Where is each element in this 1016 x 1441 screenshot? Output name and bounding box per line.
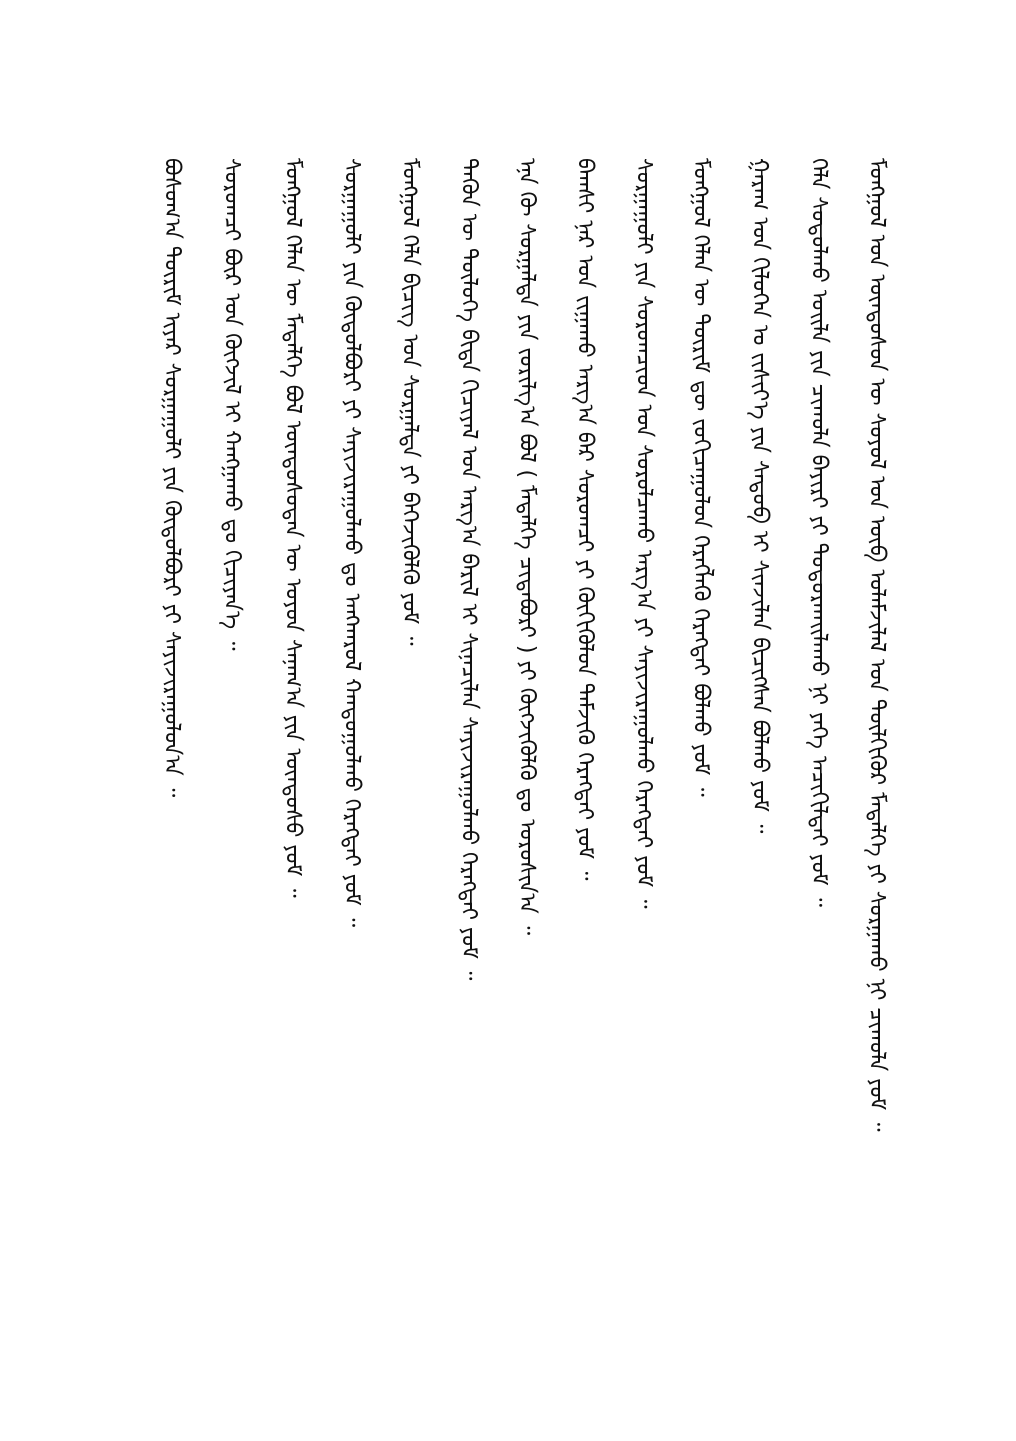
text-line: ᠮᠣᠩᠭᠣᠯ ᠬᠡᠯᠡᠨ ᠦ ᠳᠦᠷᠢᠮ ᠳᠦ ᠵᠣᠬᠢᠴᠠᠭᠤᠯᠤᠨ ᠬᠡᠷᠡᠭᠯᠡᠬᠦ ᠬᠡᠷᠡᠭᠲᠡᠢ ᠪᠣᠯᠬᠣ ᠶᠤᠮ ᠃ [688, 158, 713, 797]
text-line: ᠰᠤᠷᠭᠠᠭᠤᠯᠢ ᠶᠢᠨ ᠬᠥᠲᠥᠯᠪᠦᠷᠢ ᠶᠢ ᠰᠠᠶᠢᠵᠢᠷᠠᠭᠤᠯᠬᠤ ᠳᠤ ᠠᠩᠬᠠᠷᠤᠯ ᠬᠠᠨᠳᠤᠭᠤᠯᠬᠤ ᠬᠡᠷᠡᠭᠲᠡᠢ ᠶᠤᠮ ᠃ [339, 158, 364, 928]
text-line: ᠪᠣᠰᠤᠭ᠎ᠠ ᠳᠦᠷᠢᠮ ᠢᠶᠡᠷ ᠰᠤᠷᠭᠠᠭᠤᠯᠢ ᠶᠢᠨ ᠬᠥᠲᠥᠯᠪᠦᠷᠢ ᠶᠢ ᠰᠠᠶᠢᠵᠢᠷᠠᠭᠤᠯᠤᠨ᠎ᠠ ᠃ [159, 158, 184, 798]
text-line: ᠰᠤᠷᠤᠭᠴᠢ ᠪᠦᠷ ᠤᠨ ᠬᠥᠭᠵᠢᠯ ᠢ ᠬᠠᠩᠭᠠᠬᠤ ᠳᠤ ᠬᠢᠴᠢᠶᠡᠨ᠎ᠡ ᠃ [219, 158, 244, 651]
text-line: ᠲᠡᠭᠦᠨ ᠦ ᠲᠥᠯᠦᠭᠡ ᠪᠢᠳᠡ ᠬᠢᠴᠢᠶᠡᠯ ᠤᠨ ᠠᠷᠭ᠎ᠠ ᠪᠠᠷᠢᠯ ᠢ ᠰᠢᠨᠡᠴᠢᠯᠡᠨ ᠰᠠᠶᠢᠵᠢᠷᠠᠭᠤᠯᠬᠤ ᠬᠡᠷᠡᠭᠲᠡᠢ ᠶᠤᠮ ᠃ [456, 158, 481, 981]
text-line: ᠮᠣᠩᠭᠣᠯ ᠬᠡᠯᠡ ᠪᠢᠴᠢᠭ ᠤᠨ ᠰᠤᠷᠭᠠᠯᠲᠠ ᠶᠢ ᠪᠡᠬᠡᠵᠢᠭᠦᠯᠬᠦ ᠶᠤᠮ ᠃ [397, 158, 422, 646]
text-line: ᠮᠣᠩᠭᠣᠯ ᠤᠨ ᠦᠨᠳᠦᠰᠦᠨ ᠦ ᠰᠣᠶᠣᠯ ᠤᠨ ᠦᠪ ᠤᠯᠠᠮᠵᠢᠯᠠᠯ ᠤᠨ ᠲᠦᠯᠬᠢᠭᠦᠷ ᠮᠡᠳᠡᠯᠭᠡ ᠶᠢ ᠰᠤᠷᠭᠠᠬᠤ ᠨᠢ ᠴᠢᠬᠤᠯᠠ ᠶᠤᠮ ᠃ [864, 158, 889, 1132]
text-line: ᠮᠣᠩᠭᠣᠯ ᠬᠡᠯᠡᠨ ᠦ ᠮᠡᠳᠡᠯᠭᠡ ᠪᠣᠯ ᠦᠨᠳᠦᠰᠦᠲᠡᠨ ᠦ ᠣᠶᠤᠨ ᠰᠠᠨᠠᠭ᠎ᠠ ᠶᠢᠨ ᠦᠨᠳᠦᠰᠦ ᠶᠤᠮ ᠃ [280, 158, 305, 898]
text-block [128, 158, 888, 1258]
text-line: ᠭᠠᠷᠠᠭ ᠤᠨ ᠬᠢᠯᠦᠬᠡᠨ ᠤ ᠵᠢᠰᠢᠶ᠎ᠡ ᠶᠢᠨ ᠰᠡᠳᠦᠪ ᠢ ᠰᠢᠨᠵᠢᠯᠡᠨ ᠪᠢᠴᠢᠭᠰᠡᠨ ᠪᠣᠯᠬᠣ ᠶᠤᠮ ᠃ [747, 158, 772, 834]
text-line: ᠪᠠᠭᠰᠢ ᠨᠠᠷ ᠤᠨ ᠵᠢᠭᠠᠬᠤ ᠠᠷᠭ᠎ᠠ ᠪᠡᠷ ᠰᠤᠷᠤᠭᠴᠢ ᠶᠢ ᠬᠥᠬᠢᠭᠦᠯᠦᠨ ᠳᠡᠮᠵᠢᠬᠦ ᠬᠡᠷᠡᠭᠲᠡᠢ ᠶᠤᠮ ᠃ [572, 158, 597, 881]
text-line: ᠬᠡᠯᠡ ᠰᠤᠳᠤᠯᠬᠤ ᠤᠢᠯᠡ ᠶᠢᠨ ᠴᠢᠬᠤᠯᠠ ᠪᠠᠶᠢᠷᠢ ᠶᠢ ᠲᠣᠳᠣᠷᠬᠠᠢᠯᠠᠬᠤ ᠨᠢ ᠶᠡᠬᠡ ᠠᠴᠢᠬᠢᠯᠲᠠᠢ ᠶᠤᠮ ᠃ [806, 158, 831, 907]
text-line: ᠡᠨᠡ ᠬᠦ ᠰᠤᠷᠭᠠᠯᠲᠠ ᠶᠢᠨ ᠵᠣᠷᠢᠯᠭ᠎ᠠ ᠪᠣᠯ ( ᠮᠡᠳᠡᠯᠭᠡ ᠴᠢᠳᠠᠪᠤᠷᠢ ) ᠶᠢ ᠬᠥᠭᠵᠢᠭᠦᠯᠬᠦ ᠳᠤ ᠣᠷᠤᠰᠢᠨ᠎ᠠ ᠃ [514, 158, 539, 936]
text-line: ᠰᠤᠷᠭᠠᠭᠤᠯᠢ ᠶᠢᠨ ᠰᠤᠷᠤᠭᠴᠢᠳ ᠤᠨ ᠰᠤᠷᠤᠯᠴᠠᠬᠤ ᠠᠷᠭ᠎ᠠ ᠶᠢ ᠰᠠᠶᠢᠵᠢᠷᠠᠭᠤᠯᠬᠤ ᠬᠡᠷᠡᠭᠲᠡᠢ ᠶᠤᠮ ᠃ [631, 158, 656, 909]
